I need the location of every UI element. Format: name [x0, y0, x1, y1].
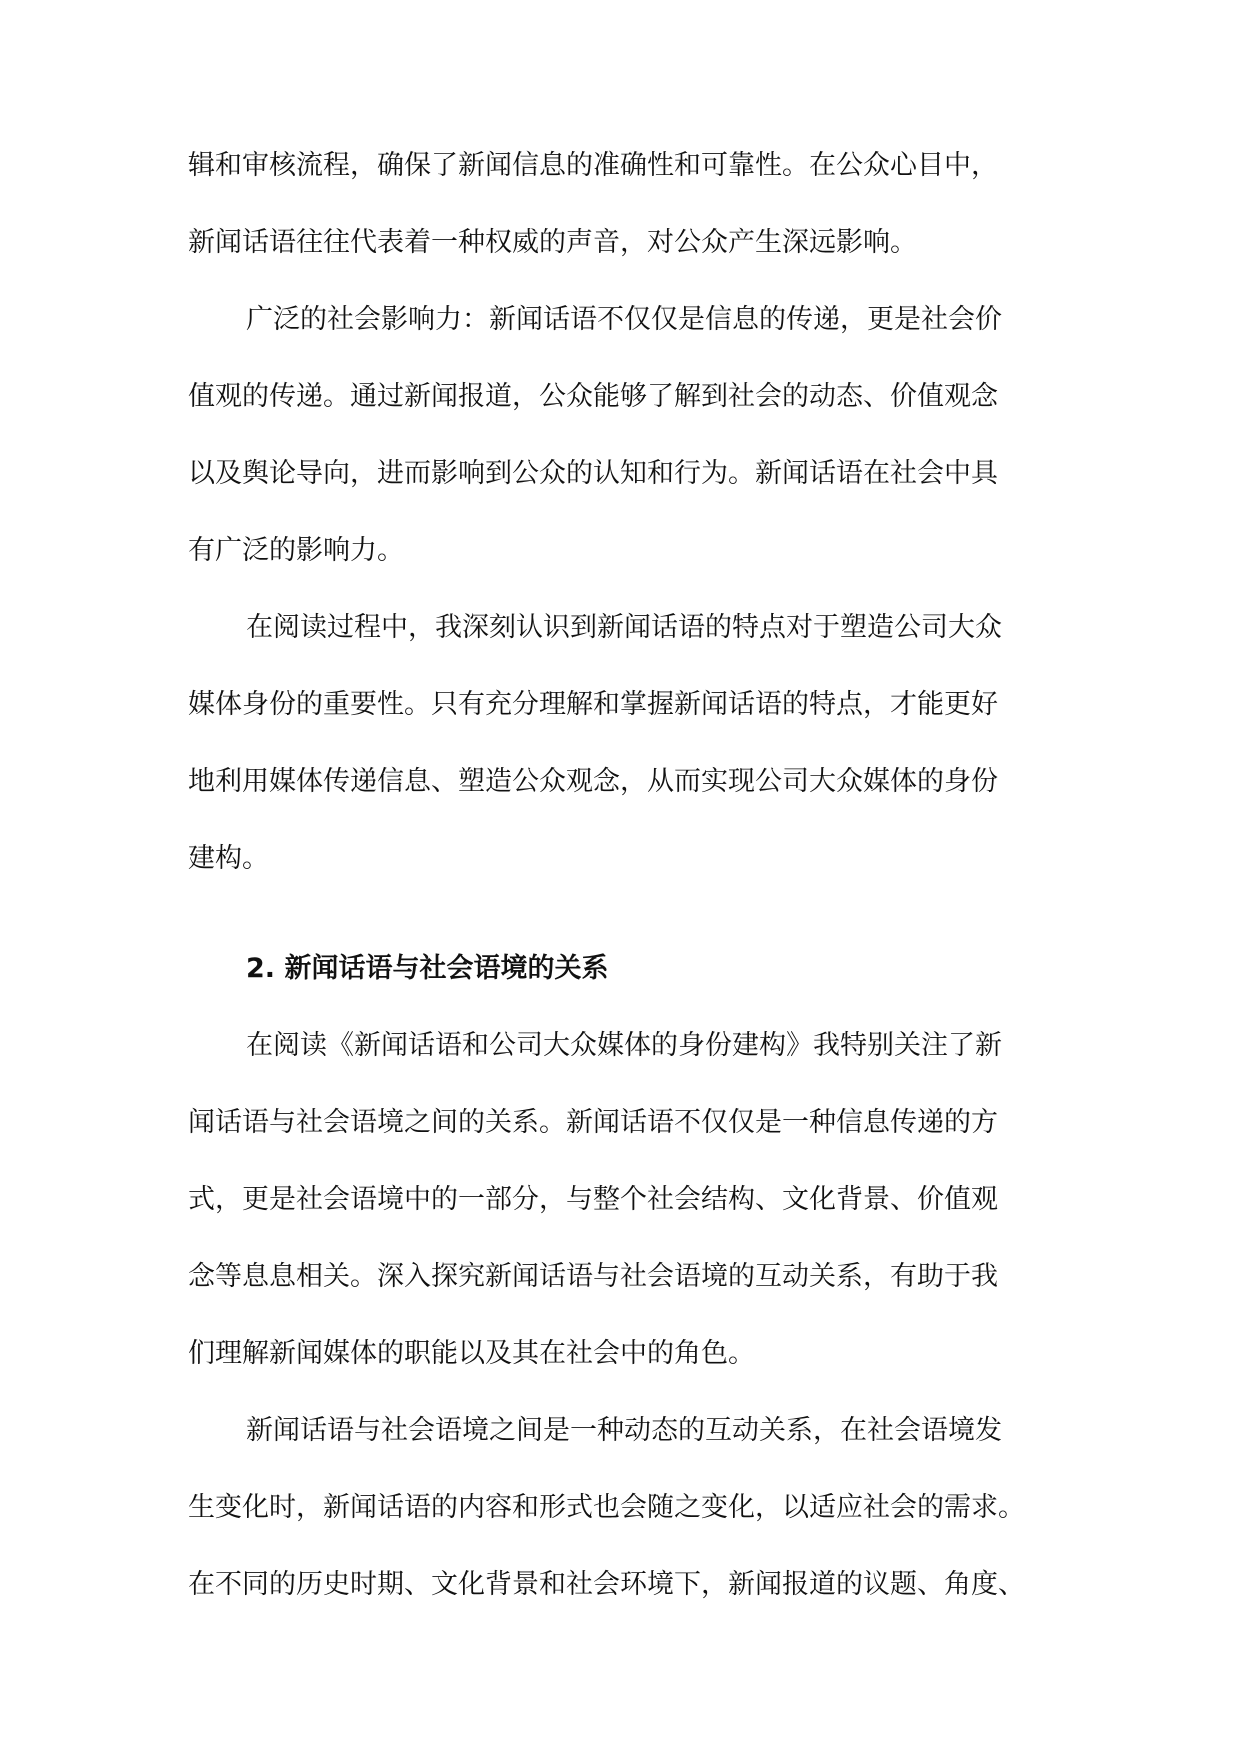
text-line: 念等息息相关。深入探究新闻话语与社会语境的互动关系，有助于我	[188, 1261, 998, 1292]
text-line: 辑和审核流程，确保了新闻信息的准确性和可靠性。在公众心目中，	[188, 150, 998, 181]
paragraph-start-line: 广泛的社会影响力：新闻话语不仅仅是信息的传递，更是社会价	[246, 304, 1002, 335]
text-line: 值观的传递。通过新闻报道，公众能够了解到社会的动态、价值观念	[188, 381, 998, 412]
text-line: 式，更是社会语境中的一部分，与整个社会结构、文化背景、价值观	[188, 1184, 998, 1215]
text-line: 有广泛的影响力。	[188, 535, 404, 566]
text-line: 闻话语与社会语境之间的关系。新闻话语不仅仅是一种信息传递的方	[188, 1107, 998, 1138]
text-line: 们理解新闻媒体的职能以及其在社会中的角色。	[188, 1338, 755, 1369]
text-line: 生变化时，新闻话语的内容和形式也会随之变化，以适应社会的需求。	[188, 1492, 1025, 1523]
text-line: 地利用媒体传递信息、塑造公众观念，从而实现公司大众媒体的身份	[188, 766, 998, 797]
paragraph-start-line: 在阅读《新闻话语和公司大众媒体的身份建构》我特别关注了新	[246, 1030, 1002, 1061]
text-line: 建构。	[188, 843, 269, 874]
text-line: 新闻话语往往代表着一种权威的声音，对公众产生深远影响。	[188, 227, 917, 258]
paragraph-start-line: 新闻话语与社会语境之间是一种动态的互动关系，在社会语境发	[246, 1415, 1002, 1446]
section-heading: 2. 新闻话语与社会语境的关系	[246, 953, 609, 984]
text-line: 以及舆论导向，进而影响到公众的认知和行为。新闻话语在社会中具	[188, 458, 998, 489]
text-line: 在不同的历史时期、文化背景和社会环境下，新闻报道的议题、角度、	[188, 1569, 1025, 1600]
text-line: 媒体身份的重要性。只有充分理解和掌握新闻话语的特点，才能更好	[188, 689, 998, 720]
paragraph-start-line: 在阅读过程中，我深刻认识到新闻话语的特点对于塑造公司大众	[246, 612, 1002, 643]
